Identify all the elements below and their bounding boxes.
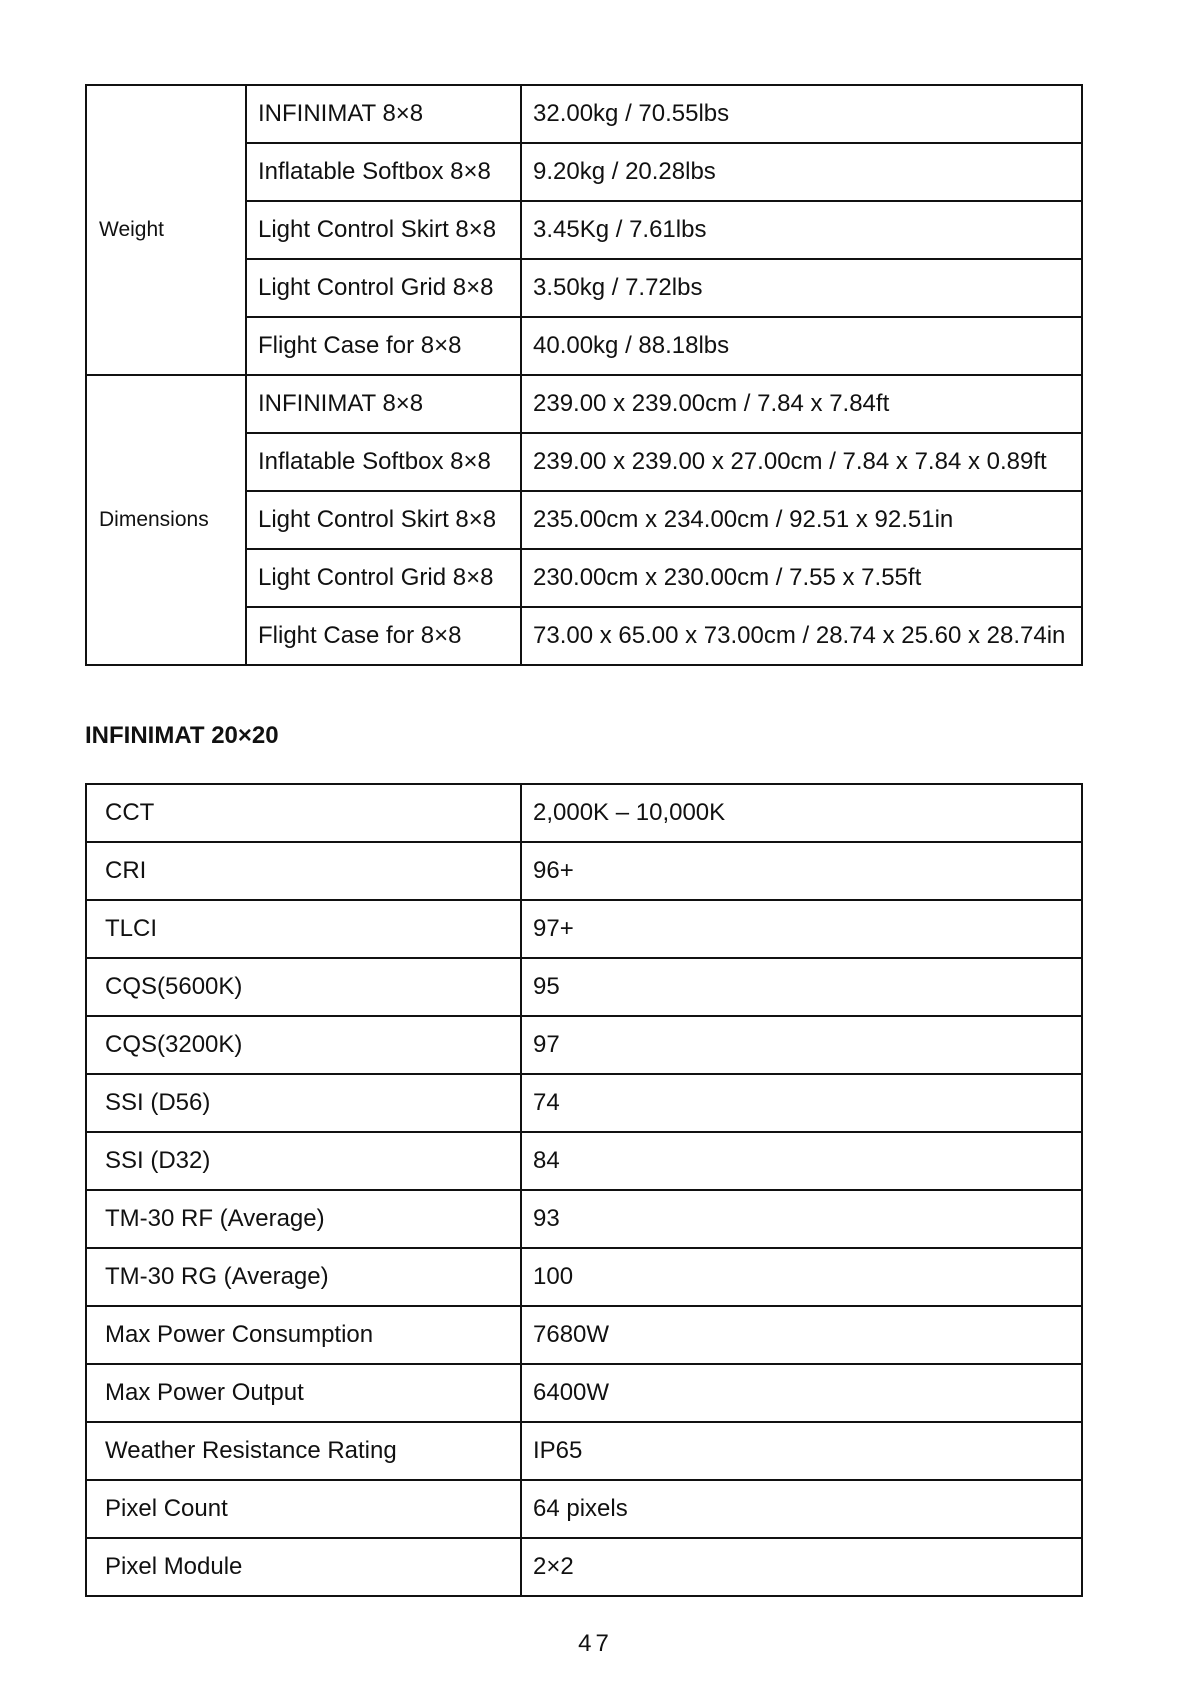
spec-value: 2×2 — [521, 1538, 1082, 1596]
spec-value: 2,000K – 10,000K — [521, 784, 1082, 842]
spec-table-8x8 — [85, 84, 1083, 666]
spec-label: TLCI — [86, 900, 521, 958]
spec-value: IP65 — [521, 1422, 1082, 1480]
item-name: INFINIMAT 8×8 — [246, 85, 521, 143]
spec-label: CCT — [86, 784, 521, 842]
spec-value: 7680W — [521, 1306, 1082, 1364]
table-row — [86, 784, 1082, 842]
table-row — [86, 1480, 1082, 1538]
table-row — [86, 1248, 1082, 1306]
table-row — [86, 375, 1082, 433]
spec-label: SSI (D56) — [86, 1074, 521, 1132]
item-value: 9.20kg / 20.28lbs — [521, 143, 1082, 201]
spec-value: 96+ — [521, 842, 1082, 900]
item-value: 73.00 x 65.00 x 73.00cm / 28.74 x 25.60 x 28.74in — [521, 607, 1082, 665]
item-value: 40.00kg / 88.18lbs — [521, 317, 1082, 375]
table-row — [86, 958, 1082, 1016]
spec-label: CQS(3200K) — [86, 1016, 521, 1074]
table-row — [86, 1538, 1082, 1596]
table-row — [86, 1132, 1082, 1190]
spec-value: 97+ — [521, 900, 1082, 958]
table-row — [86, 900, 1082, 958]
item-name: INFINIMAT 8×8 — [246, 375, 521, 433]
item-value: 32.00kg / 70.55lbs — [521, 85, 1082, 143]
spec-value: 64 pixels — [521, 1480, 1082, 1538]
spec-value: 74 — [521, 1074, 1082, 1132]
group-label-dimensions: Dimensions — [86, 375, 246, 665]
item-value: 3.50kg / 7.72lbs — [521, 259, 1082, 317]
spec-label: TM-30 RG (Average) — [86, 1248, 521, 1306]
spec-label: CRI — [86, 842, 521, 900]
spec-label: Weather Resistance Rating — [86, 1422, 521, 1480]
item-value: 235.00cm x 234.00cm / 92.51 x 92.51in — [521, 491, 1082, 549]
table-row — [86, 1016, 1082, 1074]
item-name: Inflatable Softbox 8×8 — [246, 433, 521, 491]
page-number: 47 — [578, 1630, 613, 1657]
spec-table-20x20 — [85, 783, 1083, 1597]
item-name: Inflatable Softbox 8×8 — [246, 143, 521, 201]
spec-label: Max Power Consumption — [86, 1306, 521, 1364]
spec-value: 97 — [521, 1016, 1082, 1074]
spec-value: 6400W — [521, 1364, 1082, 1422]
table-row — [86, 85, 1082, 143]
table-row — [86, 1074, 1082, 1132]
table-row — [86, 1364, 1082, 1422]
table-row — [86, 1190, 1082, 1248]
spec-label: Pixel Module — [86, 1538, 521, 1596]
spec-label: SSI (D32) — [86, 1132, 521, 1190]
table-row — [86, 1306, 1082, 1364]
spec-label: TM-30 RF (Average) — [86, 1190, 521, 1248]
spec-label: CQS(5600K) — [86, 958, 521, 1016]
item-name: Light Control Grid 8×8 — [246, 259, 521, 317]
table-row — [86, 842, 1082, 900]
spec-label: Max Power Output — [86, 1364, 521, 1422]
spec-label: Pixel Count — [86, 1480, 521, 1538]
item-value: 239.00 x 239.00cm / 7.84 x 7.84ft — [521, 375, 1082, 433]
spec-value: 95 — [521, 958, 1082, 1016]
item-name: Flight Case for 8×8 — [246, 317, 521, 375]
item-name: Light Control Skirt 8×8 — [246, 491, 521, 549]
spec-value: 93 — [521, 1190, 1082, 1248]
spec-value: 100 — [521, 1248, 1082, 1306]
item-name: Flight Case for 8×8 — [246, 607, 521, 665]
group-label-weight: Weight — [86, 85, 246, 375]
item-name: Light Control Grid 8×8 — [246, 549, 521, 607]
item-value: 239.00 x 239.00 x 27.00cm / 7.84 x 7.84 x 0.89ft — [521, 433, 1082, 491]
table-row — [86, 1422, 1082, 1480]
spec-value: 84 — [521, 1132, 1082, 1190]
item-value: 3.45Kg / 7.61lbs — [521, 201, 1082, 259]
section-title: INFINIMAT 20×20 — [85, 722, 279, 749]
item-value: 230.00cm x 230.00cm / 7.55 x 7.55ft — [521, 549, 1082, 607]
item-name: Light Control Skirt 8×8 — [246, 201, 521, 259]
